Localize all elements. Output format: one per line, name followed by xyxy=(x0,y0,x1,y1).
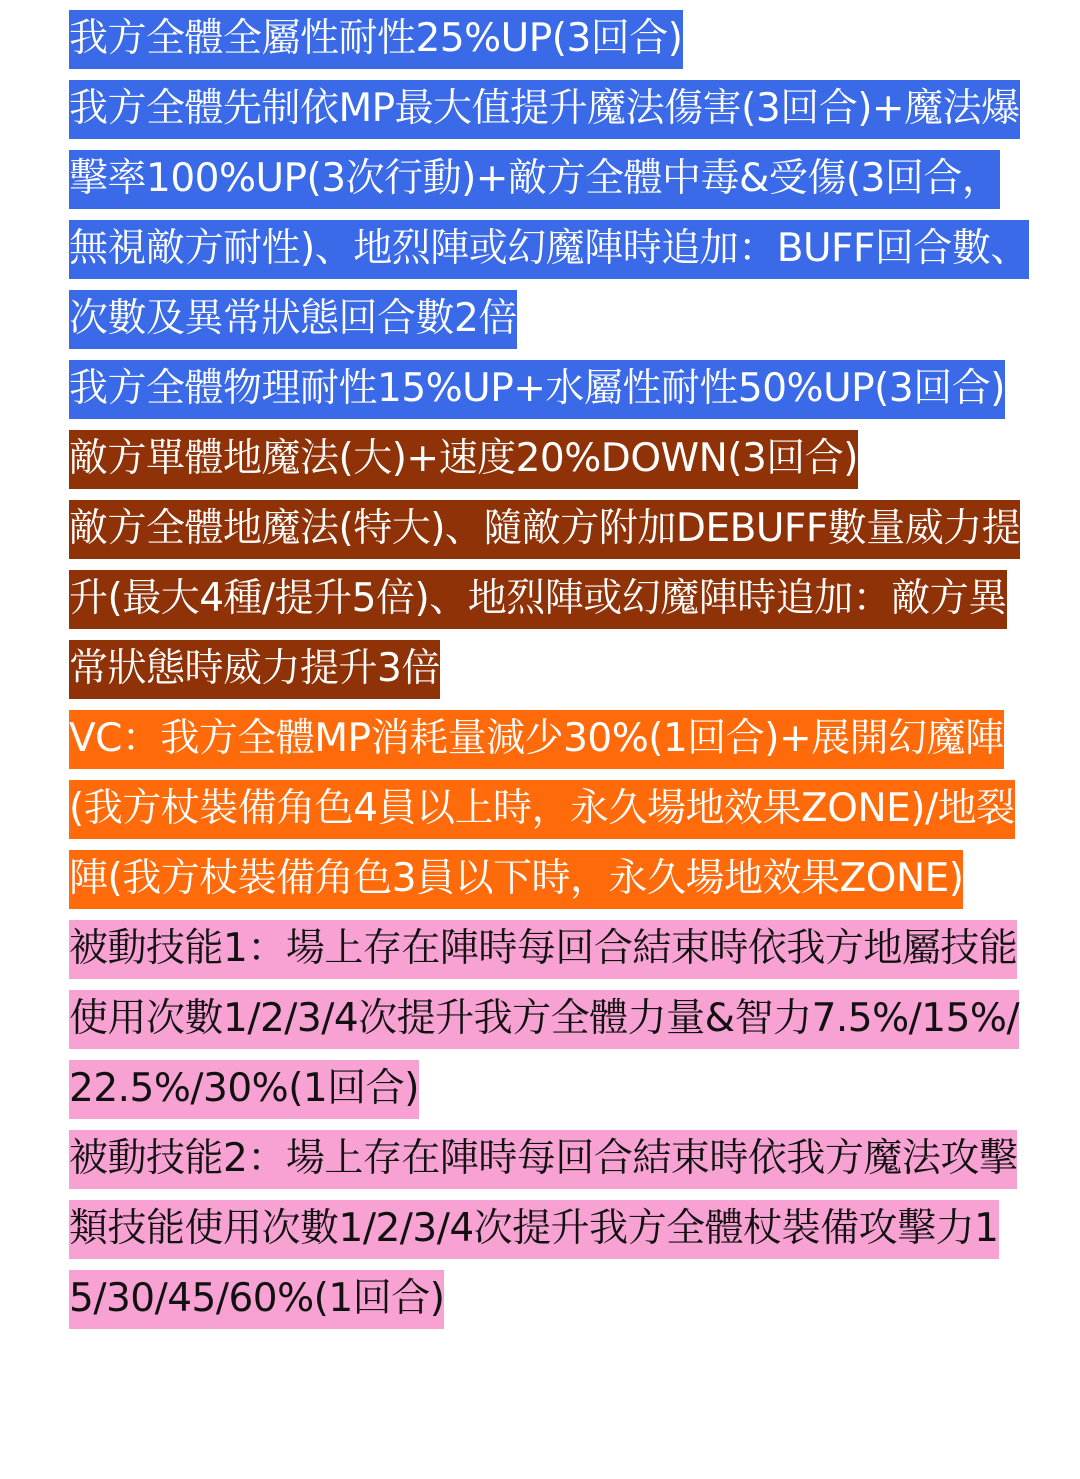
skill-line-physical-water-resist xyxy=(69,354,1029,424)
skill-line-single-earth-magic xyxy=(69,424,1029,494)
skill-text: 被動技能1：場上存在陣時每回合結束時依我方地屬技能使用次數1/2/3/4次提升我方全體力量&智力7.5%/15%/22.5%/30%(1回合) xyxy=(69,920,1019,1119)
skill-text: VC：我方全體MP消耗量減少30%(1回合)+展開幻魔陣(我方杖裝備角色4員以上時，永久場地效果ZONE)/地裂陣(我方杖裝備角色3員以下時，永久場地效果ZONE) xyxy=(69,710,1015,909)
skill-line-all-element-resist xyxy=(69,4,1029,74)
skill-text: 我方全體全屬性耐性25%UP(3回合) xyxy=(69,10,683,69)
skill-line-vc xyxy=(69,704,1029,914)
skill-line-passive-2 xyxy=(69,1124,1029,1334)
skill-text: 我方全體物理耐性15%UP+水屬性耐性50%UP(3回合) xyxy=(69,360,1005,419)
skill-text: 敵方單體地魔法(大)+速度20%DOWN(3回合) xyxy=(69,430,858,489)
skill-text: 我方全體先制依MP最大值提升魔法傷害(3回合)+魔法爆擊率100%UP(3次行動)+敵方全體中毒&受傷(3回合，無視敵方耐性)、地烈陣或幻魔陣時追加：BUFF回合數、次數及異常狀態回合數2倍 xyxy=(69,80,1029,349)
skill-text: 被動技能2：場上存在陣時每回合結束時依我方魔法攻擊類技能使用次數1/2/3/4次提升我方全體杖裝備攻擊力15/30/45/60%(1回合) xyxy=(69,1130,1017,1329)
skill-line-magic-damage-boost xyxy=(69,74,1029,354)
skill-line-passive-1 xyxy=(69,914,1029,1124)
skill-line-all-earth-magic xyxy=(69,494,1029,704)
skill-text: 敵方全體地魔法(特大)、隨敵方附加DEBUFF數量威力提升(最大4種/提升5倍)、地烈陣或幻魔陣時追加：敵方異常狀態時威力提升3倍 xyxy=(69,500,1020,699)
skill-description-document xyxy=(69,0,1029,1334)
